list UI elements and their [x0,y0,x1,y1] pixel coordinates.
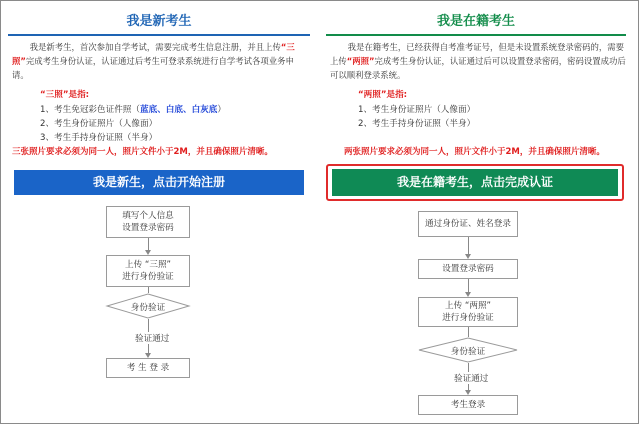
photo-warning: 三张照片要求必须为同一人，照片文件小于2M，并且确保照片清晰。 [12,147,273,157]
requirement-item-1 [40,103,226,115]
flow-decision-label: 身份验证 [450,347,486,357]
requirement-item-2: 2、考生手持身份证照（半身） [358,119,476,129]
flow-step-id-login: 通过身份证、姓名登录 [418,211,518,237]
photo-warning: 两张照片要求必须为同一人，照片文件小于2M，并且确保照片清晰。 [344,147,605,157]
intro-text [12,40,308,82]
intro-pre: 我是新考生，首次参加自学考试，需要完成考生信息注册，并且上传 [29,42,281,52]
new-student-panel [8,4,310,418]
enrolled-student-panel [326,4,626,418]
flow-connector [468,327,469,337]
flow-step-upload-photos [418,297,518,327]
background-colors: 蓝底、白底、白灰底 [140,105,218,115]
item-text: 1、考生免冠彩色证件照（ [40,105,140,115]
flow-step-set-password: 设置登录密码 [418,259,518,279]
intro-highlight: “两照” [346,56,375,66]
intro-post: 完成考生身份认证，认证通过后可以设置登录密码，密码设置成功后可以顺利登录系统。 [330,56,626,80]
flow-connector [468,237,469,255]
intro-pre: 我是在籍考生，已经获得自考准考证号，但是未设置系统登录密码的，需要上传 [330,42,624,66]
flow-connector [468,279,469,293]
flow-step-login: 考 生 登 录 [106,358,190,378]
requirements-heading: “两照”是指: [358,90,408,100]
intro-post: 完成考生身份认证，认证通过后考生可登录系统进行自学考试各项业务申请。 [12,56,294,80]
flow-text: 进行身份验证 [442,313,494,323]
flow-text: 上传 “三照” [124,260,171,270]
flow-step-login: 考生登录 [418,395,518,415]
title-underline [326,34,626,36]
panel-title: 我是新考生 [126,14,192,29]
intro-text [330,40,626,82]
requirement-item-1: 1、考生身份证照片（人像面） [358,105,476,115]
flow-step-fill-info [106,206,190,238]
requirement-item-2: 2、考生身份证照片（人像面） [40,119,158,129]
panel-title: 我是在籍考生 [436,14,515,29]
title-underline [8,34,310,36]
flow-text: 设置登录密码 [122,223,174,233]
requirements-heading: “三照”是指: [40,90,90,100]
item-text-end: ） [217,105,226,115]
intro-highlight: “三照” [12,42,295,66]
requirement-item-3: 3、考生手持身份证照（半身） [40,133,158,143]
flow-text: 上传 “两照” [444,301,491,311]
flow-pass-label: 验证通过 [454,374,489,384]
flow-text: 进行身份验证 [122,272,174,282]
enrolled-student-verify-button[interactable]: 我是在籍考生，点击完成认证 [332,169,618,196]
flow-step-upload-photos [106,255,190,287]
flow-pass-label: 验证通过 [135,334,170,344]
flow-text: 填写个人信息 [122,211,174,221]
flow-decision-label: 身份验证 [130,303,166,313]
new-student-register-button[interactable]: 我是新生，点击开始注册 [14,170,304,195]
